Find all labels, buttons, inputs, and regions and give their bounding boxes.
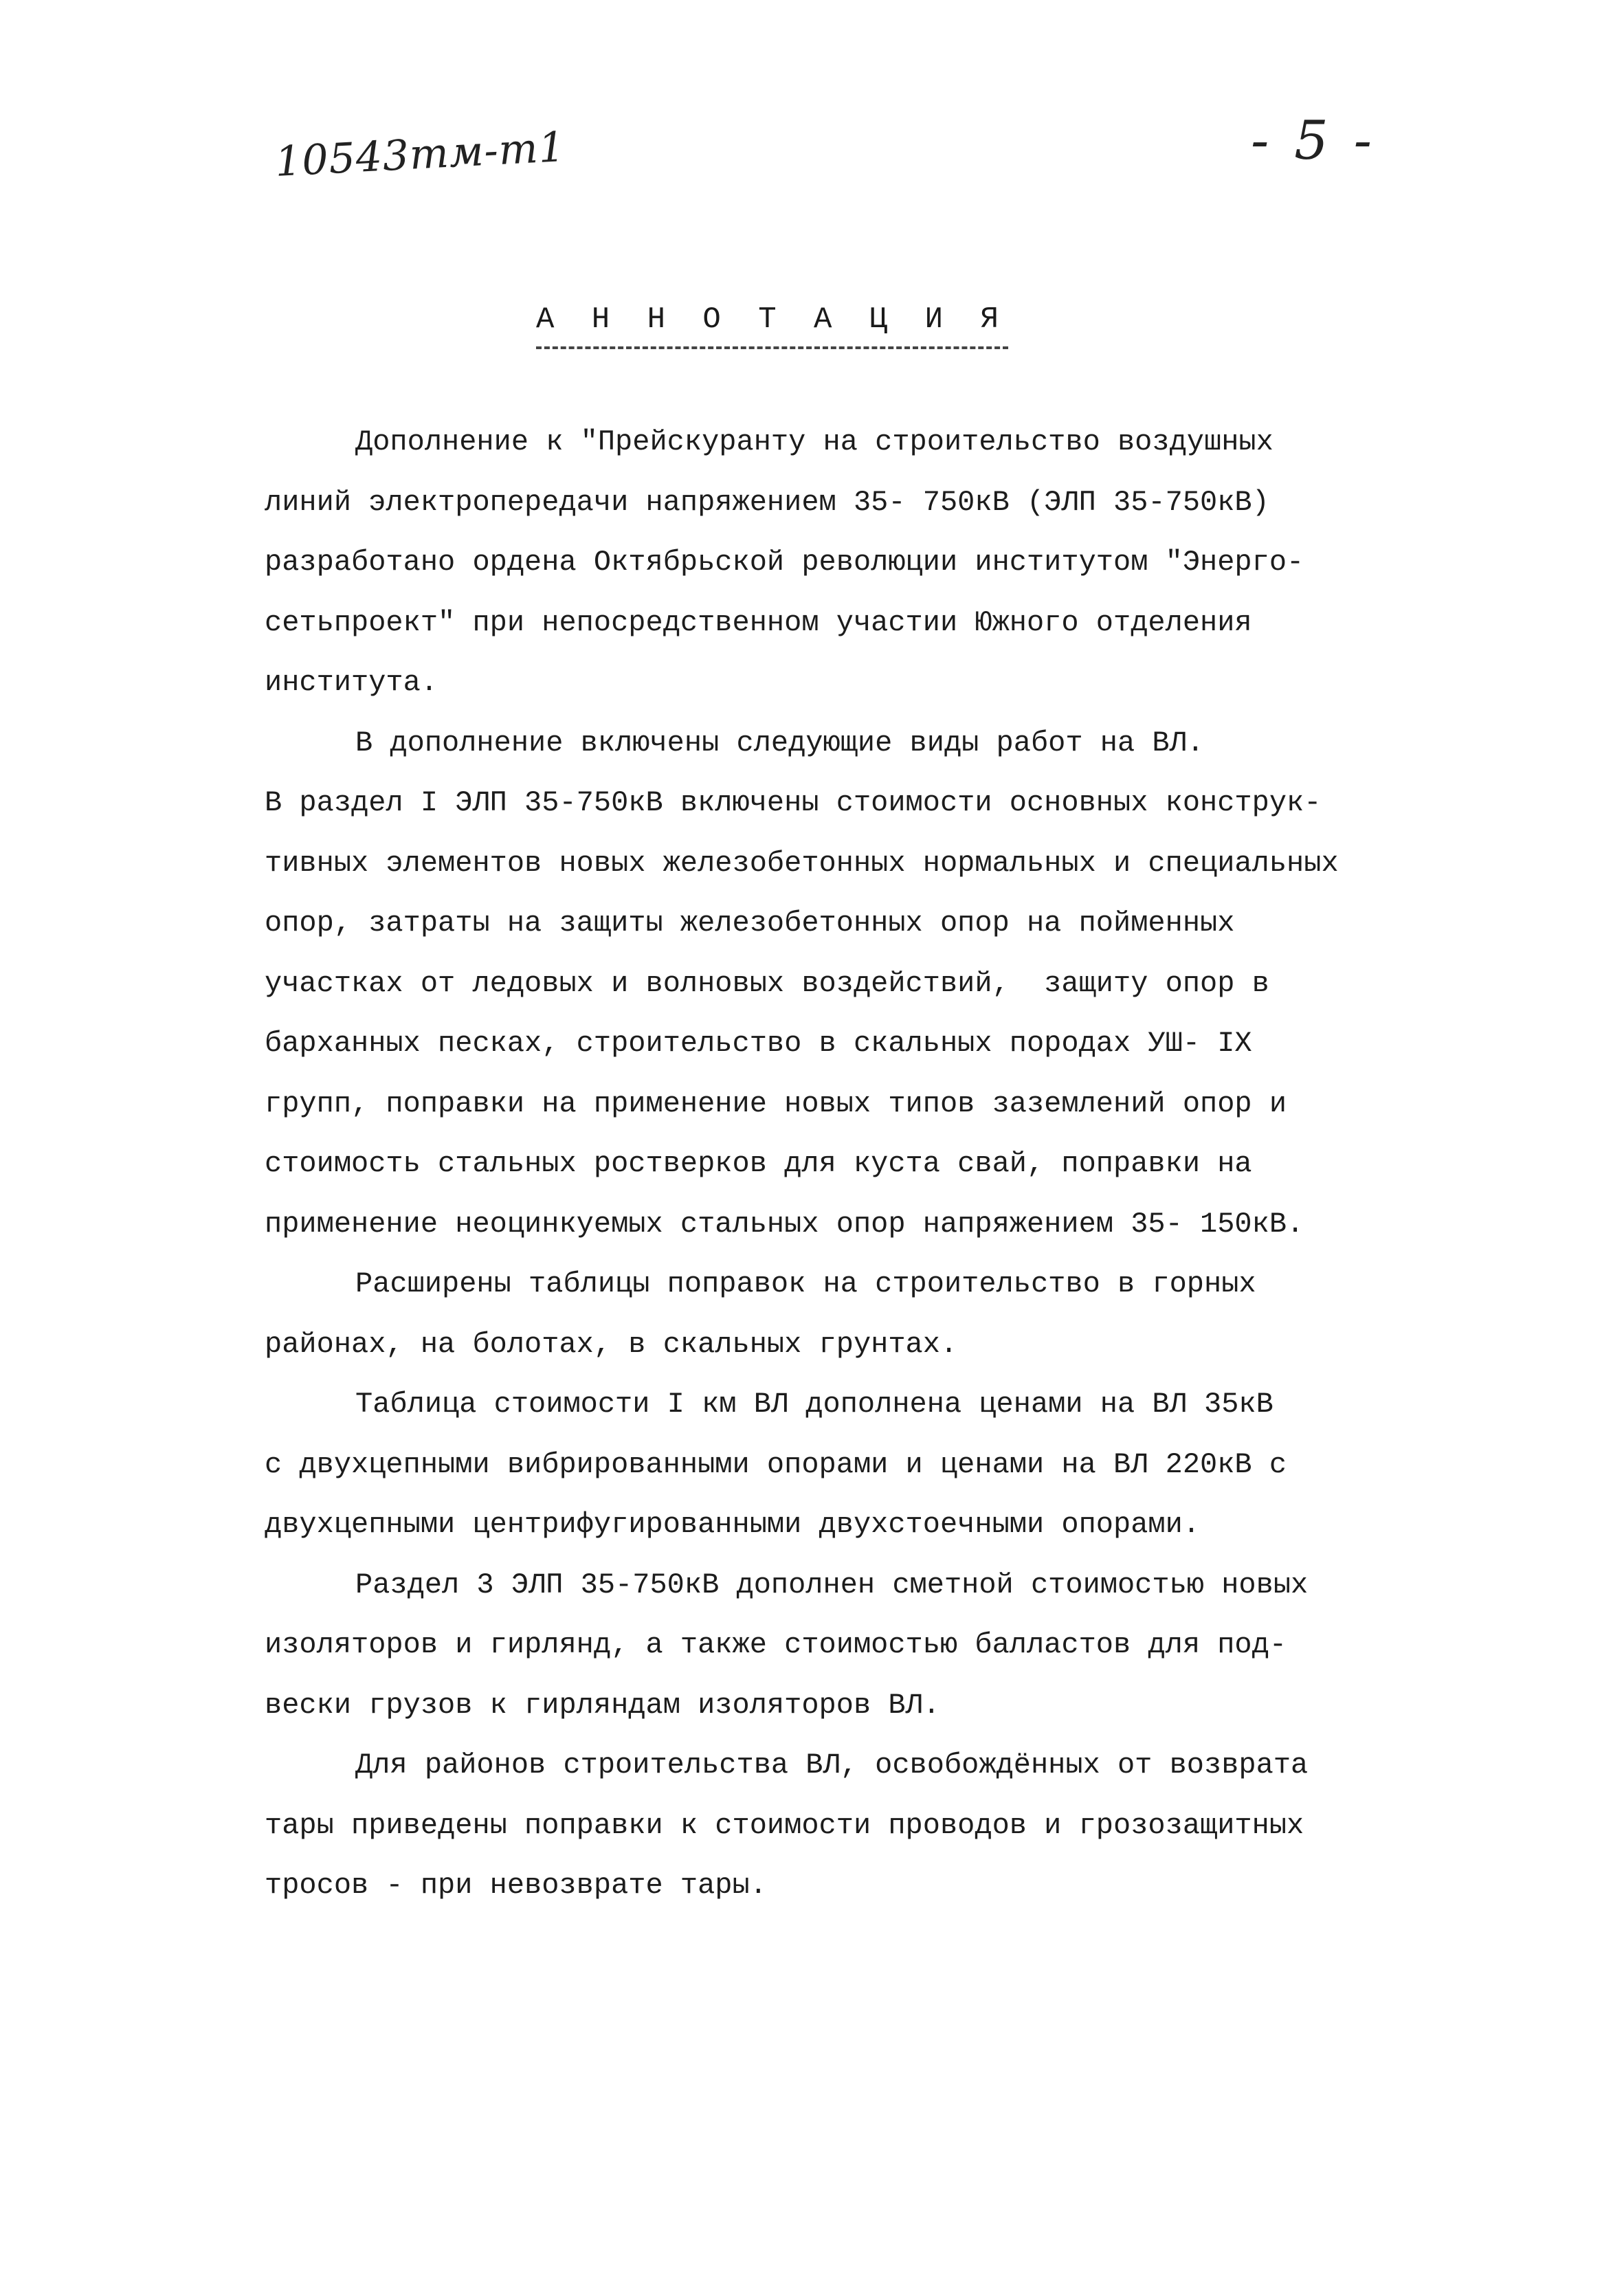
text-line: Для районов строительства ВЛ, освобождённых от возврата	[355, 1749, 1309, 1782]
text-line: участках от ледовых и волновых воздействий, защиту опор в	[265, 966, 1269, 1000]
text-line: районах, на болотах, в скальных грунтах.	[265, 1327, 958, 1361]
text-line: с двухцепными вибрированными опорами и ценами на ВЛ 220кВ с	[265, 1448, 1287, 1481]
text-line: института.	[265, 666, 438, 699]
text-line: тросов - при невозврате тары.	[265, 1869, 767, 1902]
text-line: сетьпроект" при непосредственном участии Южного отделения	[265, 606, 1252, 639]
text-line: вески грузов к гирляндам изоляторов ВЛ.	[265, 1688, 940, 1722]
text-line: Дополнение к "Прейскуранту на строительство воздушных	[355, 425, 1273, 458]
text-line: В раздел I ЭЛП 35-750кВ включены стоимости основных конструк-	[265, 786, 1322, 819]
text-line: двухцепными центрифугированными двухстоечными опорами.	[265, 1508, 1201, 1541]
text-line: В дополнение включены следующие виды работ на ВЛ.	[355, 726, 1205, 759]
text-line: применение неоцинкуемых стальных опор напряжением 35- 150кВ.	[265, 1207, 1304, 1241]
text-line: опор, затраты на защиты железобетонных опор на пойменных	[265, 907, 1235, 940]
text-line: Таблица стоимости I км ВЛ дополнена ценами на ВЛ 35кВ	[355, 1388, 1273, 1421]
annotation-body	[265, 412, 1399, 1916]
text-line: Раздел 3 ЭЛП 35-750кВ дополнен сметной стоимостью новых	[355, 1568, 1309, 1601]
page-number: - 5 -	[1251, 110, 1376, 172]
text-line: барханных песках, строительство в скальных породах УШ- IX	[265, 1027, 1252, 1060]
text-line: разработано ордена Октябрьской революции институтом "Энерго-	[265, 546, 1304, 579]
document-code-handwritten: 10543тм-т1	[274, 122, 567, 187]
text-line: тивных элементов новых железобетонных нормальных и специальных	[265, 846, 1339, 880]
text-line: стоимость стальных ростверков для куста свай, поправки на	[265, 1147, 1252, 1180]
text-line: групп, поправки на применение новых типов заземлений опор и	[265, 1087, 1287, 1120]
text-line: тары приведены поправки к стоимости проводов и грозозащитных	[265, 1808, 1304, 1842]
text-line: линий электропередачи напряжением 35- 750кВ (ЭЛП 35-750кВ)	[265, 485, 1269, 519]
page-title: А Н Н О Т А Ц И Я	[536, 302, 1008, 349]
text-line: Расширены таблицы поправок на строительство в горных	[355, 1267, 1256, 1300]
text-line: изоляторов и гирлянд, а также стоимостью балластов для под-	[265, 1628, 1287, 1661]
